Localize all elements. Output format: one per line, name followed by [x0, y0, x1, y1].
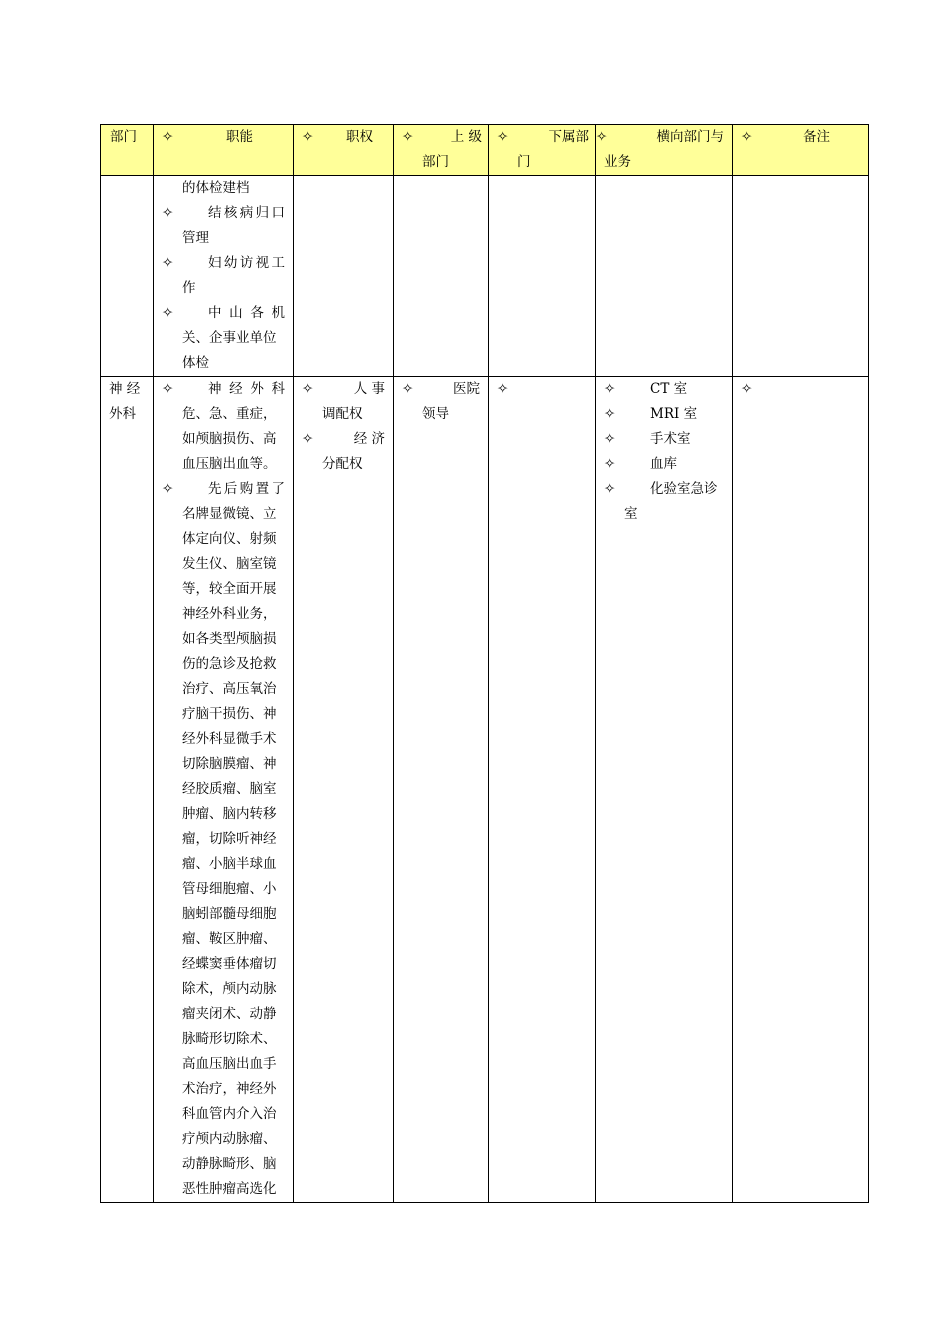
- cell-power: ✧ 人 事 调配权 ✧ 经 济 分配权: [294, 377, 394, 1203]
- bullet-item: ✧ 神 经 外 科: [154, 377, 293, 402]
- header-func: ✧ 职能: [154, 125, 294, 176]
- table-row: [101, 377, 869, 1203]
- header-lateral: ✧ 横向部门与 业务: [596, 125, 733, 176]
- func-text-line: 疗脑干损伤、神: [182, 706, 277, 722]
- func-text-line: 切除脑膜瘤、神: [182, 756, 277, 772]
- func-text-line: 脉畸形切除术、: [182, 1031, 277, 1047]
- func-text-line: 等，较全面开展: [182, 581, 277, 597]
- cell-func: [154, 377, 294, 1203]
- cell-subordinate: [489, 176, 596, 377]
- func-text-line: 如颅脑损伤、高: [182, 431, 277, 447]
- func-text-line: 血压脑出血等。: [182, 456, 277, 472]
- func-text-line: 危、急、重症，: [182, 406, 277, 422]
- cell-dept: 神 经 外科: [101, 377, 154, 1203]
- func-text-line: 动静脉畸形、脑: [182, 1156, 277, 1172]
- cell-remark: [733, 176, 869, 377]
- func-text-line: 科血管内介入治: [182, 1106, 277, 1122]
- cell-remark: [733, 377, 869, 1203]
- diamond-star-icon: ✧: [497, 381, 509, 397]
- cell-dept: [101, 176, 154, 377]
- func-text-line: 恶性肿瘤高选化: [182, 1181, 277, 1197]
- func-text-line: 经胶质瘤、脑室: [182, 781, 277, 797]
- func-text-line: 瘤、鞍区肿瘤、: [182, 931, 277, 947]
- diamond-star-icon: ✧: [302, 129, 314, 145]
- func-text-line: 治疗、高压氧治: [182, 681, 277, 697]
- func-text-line: 伤的急诊及抢救: [182, 656, 277, 672]
- cell-superior: ✧ 医院 领导: [394, 377, 489, 1203]
- department-table: [100, 124, 869, 1203]
- cell-subordinate: [489, 377, 596, 1203]
- diamond-star-icon: ✧: [162, 205, 174, 221]
- func-text-line: 高血压脑出血手: [182, 1056, 277, 1072]
- diamond-star-icon: ✧: [741, 129, 753, 145]
- diamond-star-icon: ✧: [402, 381, 414, 397]
- diamond-star-icon: ✧: [497, 129, 509, 145]
- diamond-star-icon: ✧: [402, 129, 414, 145]
- header-superior: ✧ 上 级 部门: [394, 125, 489, 176]
- diamond-star-icon: ✧: [162, 129, 174, 145]
- cell-superior: [394, 176, 489, 377]
- cell-lateral: [596, 176, 733, 377]
- func-text-line: 脑蚓部髓母细胞: [182, 906, 277, 922]
- diamond-star-icon: ✧: [596, 129, 608, 145]
- func-text-line: 经蝶窦垂体瘤切: [182, 956, 277, 972]
- header-power: ✧ 职权: [294, 125, 394, 176]
- diamond-star-icon: ✧: [604, 481, 616, 497]
- func-text-line: 疗颅内动脉瘤、: [182, 1131, 277, 1147]
- diamond-star-icon: ✧: [302, 431, 314, 447]
- func-text-line: 肿瘤、脑内转移: [182, 806, 277, 822]
- func-text-line: 除术，颅内动脉: [182, 981, 277, 997]
- bullet-item: ✧ 先后购置了: [154, 477, 293, 502]
- table-row: [101, 176, 869, 377]
- diamond-star-icon: ✧: [604, 431, 616, 447]
- diamond-star-icon: ✧: [741, 381, 753, 397]
- diamond-star-icon: ✧: [162, 305, 174, 321]
- func-text-line: 瘤，切除听神经: [182, 831, 277, 847]
- func-text-line: 体定向仪、射频: [182, 531, 277, 547]
- func-text-line: 瘤、小脑半球血: [182, 856, 277, 872]
- func-text-line: 发生仪、脑室镜: [182, 556, 277, 572]
- func-text-line: 瘤夹闭术、动静: [182, 1006, 277, 1022]
- func-text-line: 术治疗，神经外: [182, 1081, 277, 1097]
- header-subordinate: ✧ 下属部 门: [489, 125, 596, 176]
- diamond-star-icon: ✧: [604, 381, 616, 397]
- diamond-star-icon: ✧: [162, 481, 174, 497]
- func-text-line: 名牌显微镜、立: [182, 506, 277, 522]
- cell-power: [294, 176, 394, 377]
- cell-lateral: ✧ CT 室 ✧ MRI 室 ✧ 手术室 ✧ 血库 ✧ 化验室急诊 室: [596, 377, 733, 1203]
- diamond-star-icon: ✧: [604, 456, 616, 472]
- cell-func: 的体检建档 ✧ 结核病归口 管理 ✧ 妇幼访视工 作 ✧ 中 山 各 机 关、企事业单位 体检: [154, 176, 294, 377]
- header-dept: 部门: [101, 125, 154, 176]
- header-remark: ✧ 备注: [733, 125, 869, 176]
- diamond-star-icon: ✧: [302, 381, 314, 397]
- diamond-star-icon: ✧: [162, 255, 174, 271]
- diamond-star-icon: ✧: [162, 381, 174, 397]
- table-header-row: [101, 125, 869, 176]
- func-text-line: 管母细胞瘤、小: [182, 881, 277, 897]
- func-text-line: 如各类型颅脑损: [182, 631, 277, 647]
- diamond-star-icon: ✧: [604, 406, 616, 422]
- func-text-line: 神经外科业务，: [182, 606, 277, 622]
- func-text-line: 经外科显微手术: [182, 731, 277, 747]
